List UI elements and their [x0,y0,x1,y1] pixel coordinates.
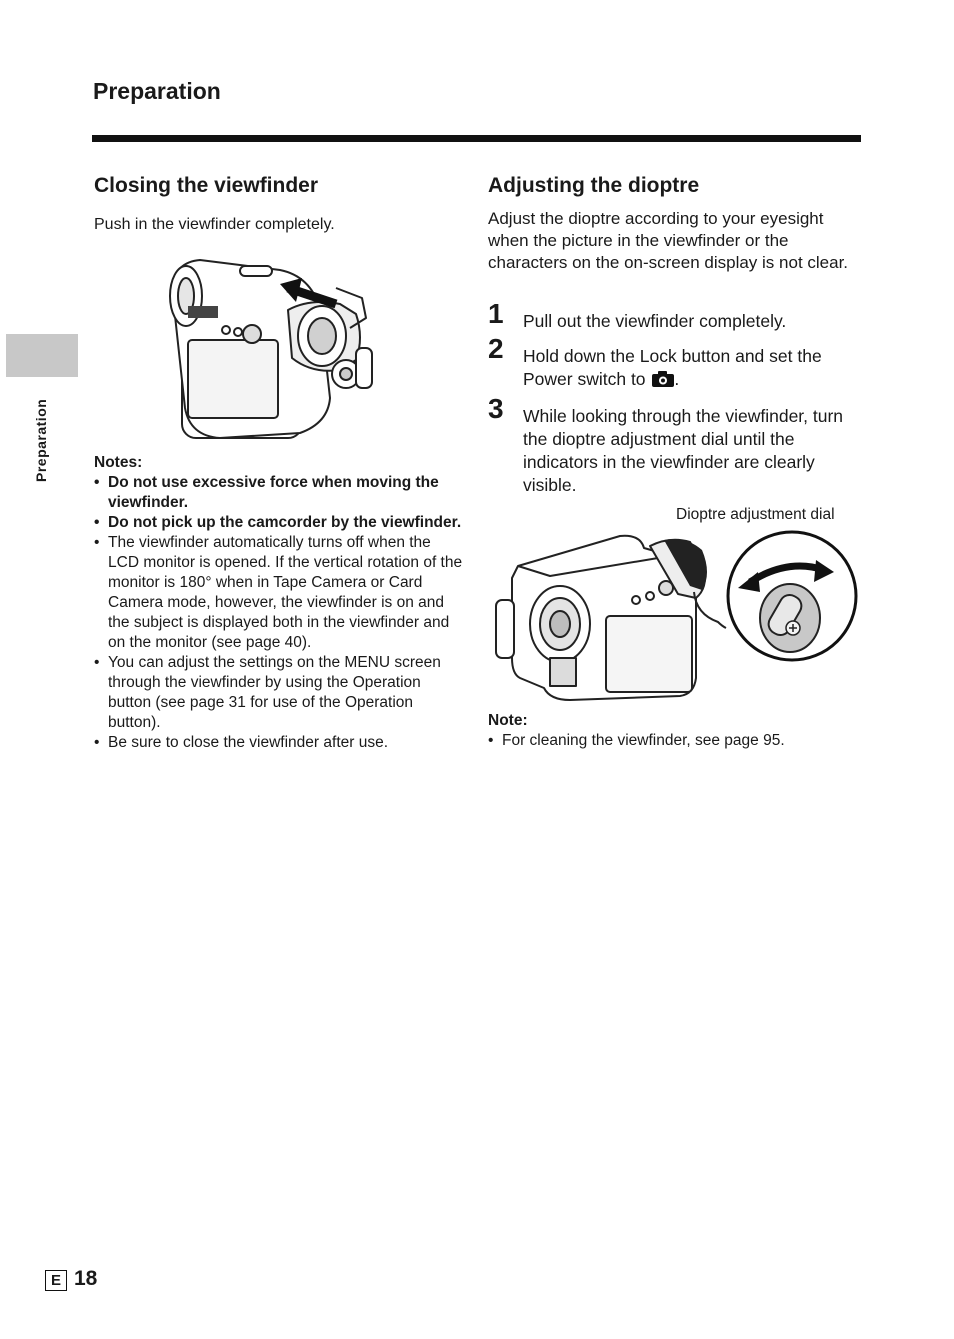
title-rule [92,135,861,142]
note-item: • Do not use excessive force when moving the viewfinder. [94,473,464,513]
note-item: • Be sure to close the viewfinder after use. [94,733,464,753]
note-item: • You can adjust the settings on the MENU screen through the viewfinder by using the Operation button (see page 31 for use of the Operation button). [94,653,464,733]
note-item: • The viewfinder automatically turns off when the LCD monitor is opened. If the vertical rotation of the monitor is 180° when in Tape Camera or Card Camera mode, however, the viewfinder is on and the subject is displayed both in the viewfinder and on the monitor (see page 40). [94,533,464,653]
dioptre-dial-label: Dioptre adjustment dial [676,506,835,523]
step-number: 1 [488,298,504,329]
side-tab-label: Preparation [33,398,49,482]
step-number: 3 [488,393,504,424]
step-2 [488,333,860,391]
step-1 [488,298,860,333]
note-item: • Do not pick up the camcorder by the viewfinder. [94,513,464,533]
page-letter: E [45,1270,67,1291]
step-3 [488,393,860,497]
note-title: Note: [488,712,528,729]
dioptre-intro: Adjust the dioptre according to your eyesight when the picture in the viewfinder or the characters on the on-screen display is not clear. [488,209,849,272]
step-text: Pull out the viewfinder completely. [523,311,787,331]
step-text: While looking through the viewfinder, turn the dioptre adjustment dial until the indicators in the viewfinder are clearly visible. [523,406,844,495]
closing-intro: Push in the viewfinder completely. [94,216,335,233]
step-number: 2 [488,333,504,364]
step-text: Hold down the Lock button and set the Power switch to [523,346,822,389]
camcorder-dioptre-illustration [490,528,862,704]
page-number: 18 [74,1267,98,1290]
note-item: • For cleaning the viewfinder, see page 95. [488,731,785,751]
step-text-suffix: . [674,369,680,389]
dial-detail [728,532,856,660]
notes-block [94,453,464,753]
note-block [488,711,785,751]
section-title: Preparation [93,78,221,104]
adjusting-dioptre-heading: Adjusting the dioptre [488,174,700,197]
camcorder-closing-illustration [160,248,382,444]
step-text-container [523,345,860,391]
closing-viewfinder-heading: Closing the viewfinder [94,174,319,197]
notes-title: Notes: [94,454,143,471]
side-tab [6,334,78,377]
camera-icon [652,371,674,387]
